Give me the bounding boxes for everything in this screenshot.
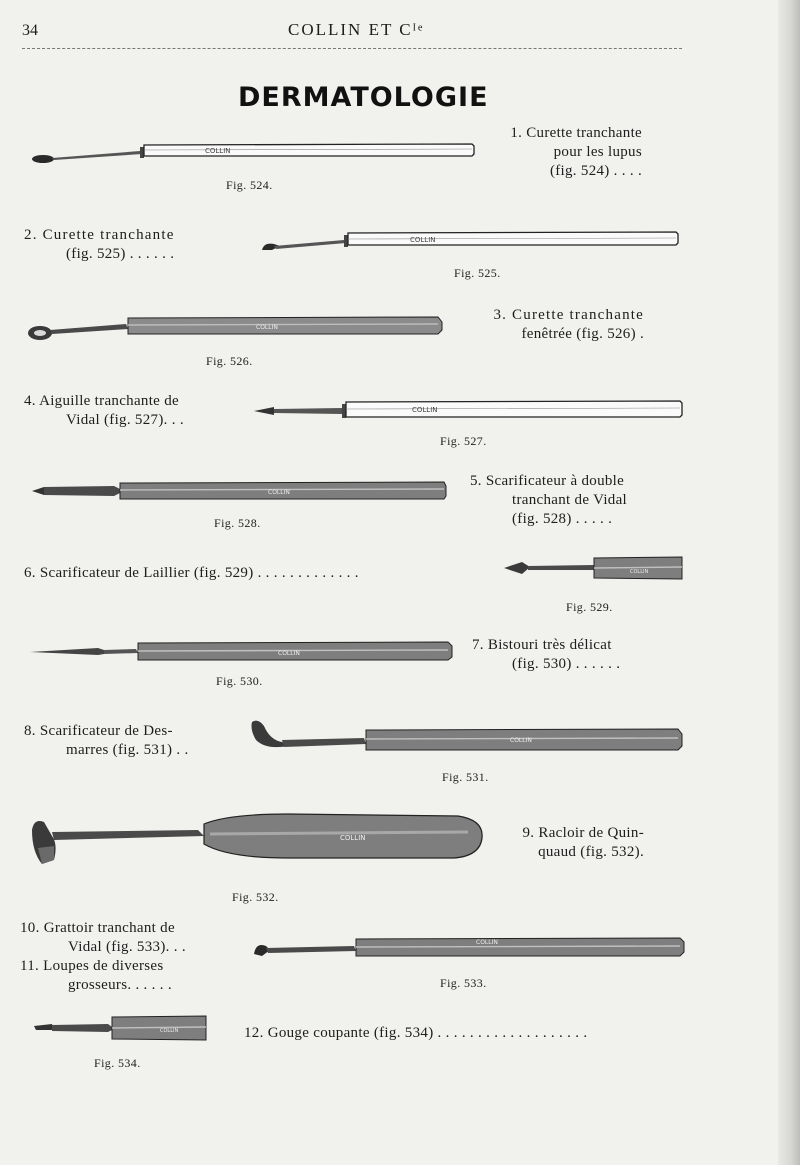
item-10-11-description: 10. Grattoir tranchant de Vidal (fig. 533). . . 11. Loupes de diverses grosseurs. . . . . . (20, 920, 186, 993)
brand-mark: COLLIN (510, 737, 532, 744)
figure-caption-528: Fig. 528. (214, 516, 261, 530)
brand-mark: COLLIN (340, 834, 366, 842)
header-rule (22, 48, 682, 49)
page-edge-shadow (778, 0, 800, 1165)
item-9-description: 9. Racloir de Quin- quaud (fig. 532). (522, 825, 644, 860)
scarifier-laillier-illustration (502, 554, 684, 584)
curette-fenestrated-illustration (26, 312, 446, 344)
figure-caption-531: Fig. 531. (442, 770, 489, 784)
item-12-description: 12. Gouge coupante (fig. 534) . . . . . . . . . . . . . . . . . . . (244, 1025, 588, 1041)
scraper-vidal-illustration (252, 934, 688, 964)
curette-lupus-illustration (30, 138, 480, 168)
scalpel-delicate-illustration (28, 640, 458, 664)
item-3-description: 3. Curette tranchante fenêtrée (fig. 526) . (493, 307, 644, 342)
figure-caption-530: Fig. 530. (216, 674, 263, 688)
brand-mark: COLLIN (256, 324, 278, 331)
brand-mark: COLLIN (268, 489, 290, 496)
item-2-description: 2. Curette tranchante (fig. 525) . . . . . . (24, 227, 175, 262)
curette-simple-illustration (260, 228, 685, 256)
needle-vidal-illustration (252, 398, 686, 426)
figure-caption-534: Fig. 534. (94, 1056, 141, 1070)
figure-caption-526: Fig. 526. (206, 354, 253, 368)
scarifier-vidal-illustration (30, 478, 450, 504)
brand-mark: COLLIN (630, 569, 649, 575)
item-8-description: 8. Scarificateur de Des- marres (fig. 531) . . (24, 723, 189, 758)
figure-caption-529: Fig. 529. (566, 600, 613, 614)
figure-caption-525: Fig. 525. (454, 266, 501, 280)
item-1-description: 1. Curette tranchante pour les lupus (fig. 524) . . . . (510, 125, 642, 179)
gouge-illustration (32, 1014, 210, 1044)
brand-mark: COLLIN (278, 650, 300, 657)
figure-caption-524: Fig. 524. (226, 178, 273, 192)
item-5-description: 5. Scarificateur à double tranchant de Vidal (fig. 528) . . . . . (470, 473, 628, 527)
figure-caption-532: Fig. 532. (232, 890, 279, 904)
figure-caption-527: Fig. 527. (440, 434, 487, 448)
section-title: DERMATOLOGIE (238, 82, 489, 113)
brand-mark: COLLIN (476, 939, 498, 946)
brand-mark: COLLIN (412, 406, 438, 414)
page-number: 34 (22, 22, 38, 39)
figure-caption-533: Fig. 533. (440, 976, 487, 990)
page-header (0, 18, 800, 50)
item-7-description: 7. Bistouri très délicat (fig. 530) . . . . . . (472, 637, 621, 672)
item-4-description: 4. Aiguille tranchante de Vidal (fig. 527). . . (24, 393, 184, 428)
brand-mark: COLLIN (205, 147, 231, 155)
running-title: COLLIN ET Cᴵᵉ (288, 20, 425, 39)
item-6-description: 6. Scarificateur de Laillier (fig. 529) . . . . . . . . . . . . . (24, 565, 359, 581)
scarifier-desmarres-illustration (248, 716, 686, 756)
brand-mark: COLLIN (160, 1028, 179, 1034)
scraper-quinquaud-illustration (28, 810, 486, 870)
brand-mark: COLLIN (410, 236, 436, 244)
